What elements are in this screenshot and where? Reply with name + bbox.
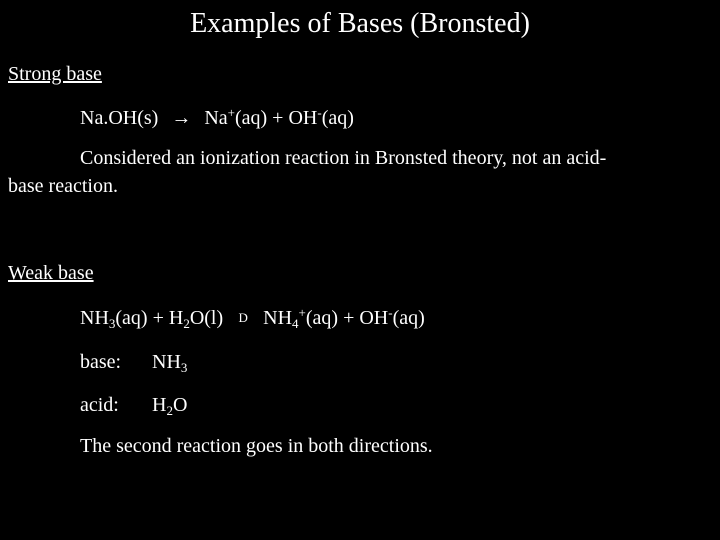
acid-identification	[80, 393, 187, 417]
reactant: Na.OH(s)	[80, 107, 159, 129]
acid-label: acid:	[80, 394, 119, 416]
oh-state: (aq)	[392, 307, 425, 329]
nh4-state-and-oh: (aq) + OH	[305, 307, 389, 329]
acid-value: H	[152, 394, 167, 416]
h2o-state: O(l)	[189, 307, 224, 329]
product-nh: NH	[263, 307, 293, 329]
acid-tail: O	[172, 394, 188, 416]
strong-base-note-line1: Considered an ionization reaction in Bronsted theory, not an acid-	[80, 147, 607, 169]
slide-title: Examples of Bases (Bronsted)	[190, 8, 530, 39]
nh4-charge: +	[298, 305, 306, 320]
weak-base-equation	[80, 306, 425, 330]
product-na: Na	[204, 107, 228, 129]
base-identification	[80, 350, 187, 374]
oh-charge: -	[317, 105, 322, 120]
base-label: base:	[80, 351, 122, 373]
na-state-and-oh: (aq) + OH	[234, 107, 318, 129]
weak-base-heading: Weak base	[8, 262, 94, 284]
reaction-arrow-icon: →	[171, 107, 192, 129]
equilibrium-arrow-icon: D	[238, 310, 248, 325]
strong-base-note-line2: base reaction.	[8, 175, 118, 197]
nh3-state-and-h: (aq) + H	[115, 307, 184, 329]
base-value: NH	[152, 351, 181, 373]
h2o-subscript: 2	[183, 316, 190, 331]
closing-statement: The second reaction goes in both directions.	[80, 435, 433, 457]
nh4-subscript: 4	[292, 316, 299, 331]
na-charge: +	[227, 105, 235, 120]
reactant-nh: NH	[80, 307, 109, 329]
strong-base-equation	[80, 106, 354, 130]
base-subscript: 3	[180, 360, 188, 375]
acid-subscript: 2	[166, 403, 173, 418]
oh-state: (aq)	[321, 107, 354, 129]
strong-base-heading: Strong base	[8, 63, 102, 85]
nh3-subscript: 3	[108, 316, 116, 331]
oh-charge: -	[388, 305, 393, 320]
